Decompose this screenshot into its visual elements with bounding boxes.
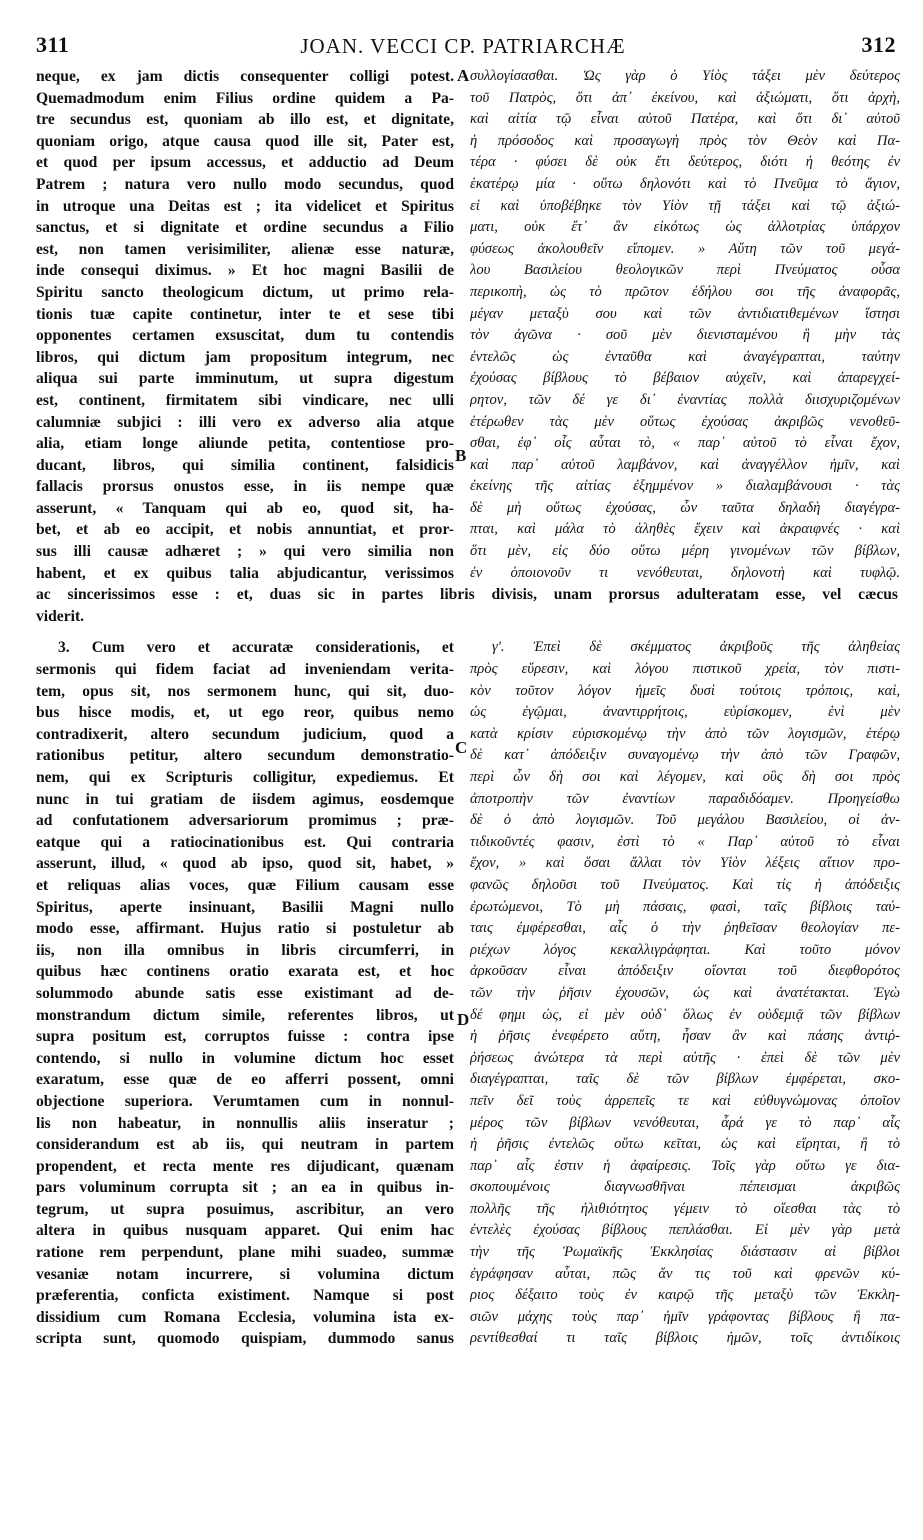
text-line: ἐν ὁποιονοῦν τι νενόθευται, δηλονοτὴ καὶ τυφλῷ. [470,564,900,581]
text-line: quibus hæc continens oratio exarata est, et hoc [36,963,454,981]
text-line: iis, non illa omnibus in libris circumferri, in [36,941,454,959]
text-line: ῥήσεως ἀνώτερα τὰ περὶ αὐτῆς · ἐπεὶ δὲ τῶν μὲν [470,1049,900,1066]
text-line: καὶ αἰτία τῷ εἶναι αὐτοῦ Πατέρα, καὶ ὅτι δι᾽ αὐτοῦ [470,111,900,128]
text-line: πρὸς εὕρεσιν, καὶ λόγου πιστικοῦ χρεία, τὸν πιστι- [470,661,900,678]
text-line: sermonis qui fidem faciat ad inveniendam verita- [36,661,454,679]
text-line: ρεντίθεσθαί τι ταῖς βίβλοις ἡμῶν, τοῖς ἀντιδίκοις [470,1330,900,1347]
text-line: ἔχον, » καὶ ὅσαι ἄλλαι τὸν Υἱὸν λέξεις αἴτιον προ- [470,855,900,872]
text-line: præferentia, conficta existiment. Namque si post [36,1287,454,1305]
text-line: τιδικοῦντές φασιν, ἐστὶ τὸ « Παρ᾽ αὐτοῦ τὸ εἶναι [470,833,900,850]
text-line: φύσεως ἀκολουθεῖν εἴπομεν. » Αὕτη τῶν τοῦ μεγά- [470,240,900,257]
text-line: ἑκατέρῳ μία · οὕτω δηλονότι καὶ τὸ Πνεῦμα τὸ ἅγιον, [470,175,900,192]
text-line: contradixerit, altero secundum judicium, quod a [36,725,454,743]
text-line: dissidium cum Romana Ecclesia, volumina ista ex- [36,1308,454,1326]
text-line: quoniam origo, atque causa quod ille sit, Pater est, [36,132,454,150]
text-line: et reliquas alias voces, quæ Filium causam esse [36,876,454,894]
text-line: πολλῆς τῆς ἠλιθιότητος γέμειν τὸ οἴεσθαι τὰς τὸ [470,1200,900,1217]
text-line: neque, ex jam dictis consequenter colligi potest. [36,68,454,85]
text-line: tem, opus sit, nos sermonem hunc, qui sit, duo- [36,682,454,700]
text-line: ρητον, τῶν δέ γε δι᾽ ἐναντίας πολλὰ διισχυριζομένων [470,391,900,408]
text-line: tegrum, ut supra posuimus, ascribitur, an vero [36,1200,454,1218]
text-line: sus illi causæ adhæret ; » qui vero similia non [36,543,454,561]
text-line: ἀποτροπὴν τῶν ἐναντίων παραδιδόαμεν. Προηγείσθω [470,790,900,807]
text-line: supra positum est, corruptos fuisse : contra ipse [36,1028,454,1046]
text-line: ἀρκοῦσαν εἶναι ἀπόδειξιν οἴονται τοῦ διεφθορότος [470,963,900,980]
text-line: ἡ πρόσοδος καὶ προσαγωγὴ πρὸς τὸν Θεὸν καὶ Πα- [470,132,900,149]
text-line: in utroque una Deitas est ; ita videlicet et Spiritus [36,197,454,215]
text-line: μέγαν μεταξὺ σου καὶ τῶν ἀντιδιατιθεμένων ἵστησι [470,305,900,322]
section-marker-b: B [455,446,467,465]
text-line: rationibus petitur, altero secundum demonstratio- [36,747,454,765]
text-line: λου Βασιλείου θεολογικῶν περὶ Πνεύματος οὖσα [470,262,900,279]
text-line: σιῶν μάχης τοὺς παρ᾽ ἡμῖν γράφοντας βίβλους ἢ πα- [470,1308,900,1325]
text-line: altera in quibus nusquam apparet. Qui enim hac [36,1222,454,1240]
text-line: propendent, et recta mente res dijudicant, quænam [36,1157,454,1175]
text-line: aliqua sui parte imminutum, ut supra digestum [36,370,454,388]
text-line: ratione rem perpendunt, plane mihi suadeo, summæ [36,1244,454,1262]
text-line: κατὰ κρίσιν εὑρισκομένῳ τὴν ἀπὸ τῶν λογισμῶν, ἑτέρῳ [470,725,900,742]
section-marker-c: C [455,738,468,757]
text-line: μέρος τῶν βίβλων νενόθευται, ἆρά γε τὸ παρ᾽ αἷς [470,1114,900,1131]
latin-paragraph-2 [36,637,454,1350]
text-line: ἐχούσας βίβλους τὸ βέβαιον αὐχεῖν, καὶ ἀπαρεγχεί- [470,370,900,387]
text-line: calumniæ subjici : illi vero ex adverso alia atque [36,413,454,431]
greek-paragraph-2 [470,637,900,1350]
text-line: δέ φημι ὡς, εἰ μὲν οὐδ᾽ ὅλως ἐν οὐδεμιᾷ τῶν βίβλων [470,1006,900,1023]
text-line: ἡ ῥῆσις ἐνεφέρετο αὕτη, ἦσαν ἂν καὶ πάσης ἀντιῤ- [470,1028,900,1045]
text-line: συλλογίσασθαι. Ὡς γὰρ ὁ Υἱὸς τάξει μὲν δεύτερος [470,68,900,84]
text-line: γʹ. Ἐπεὶ δὲ σκέμματος ἀκριβοῦς τῆς ἀληθείας [492,639,900,656]
spanning-line: ac sincerissimos esse : et, duas sic in partes libris divisis, unam prorsus adulteratam esse, vel cæcus [36,586,898,604]
text-line: exaratum, esse quæ de eo afferri possent, omni [36,1071,454,1089]
text-line: ματι, οὐκ ἔτ᾽ ἂν εἰκότως ὡς ἀλλοτρίας ὑπάρχον [470,219,900,236]
text-line: ἐντελὲς ἐχούσας βίβλους πεπλάσθαι. Εἰ μὲν γὰρ μετὰ [470,1222,900,1239]
text-line: Quemadmodum enim Filius ordine quidem a Pa- [36,89,454,107]
text-line: ἐγράφησαν αὗται, πῶς ἄν τις τοῦ καὶ φρενῶν κύ- [470,1265,900,1282]
text-line: contendo, si nullo in volumine dictum hoc esset [36,1049,454,1067]
text-line: 3. Cum vero et accuratæ considerationis, et [58,639,454,657]
text-line: vesaniæ notam incurrere, si volumina dictum [36,1265,454,1283]
text-line: eatque qui a ratiocinationibus est. Qui contraria [36,833,454,851]
text-line: τὸν ἀγῶνα · σοῦ μὲν διενισταμένου ἢ μὴν τὰς [470,327,900,344]
text-line: libros, qui dictum jam propositum integrum, nec [36,348,454,366]
text-line: καὶ παρ᾽ αὐτοῦ λαμβάνον, καὶ ἀναγγέλλον ἡμῖν, καὶ [470,456,900,473]
text-line: τέρα · φύσει δὲ οὐκ ἔτι δεύτερος, διότι ἡ θεότης ἐν [470,154,900,171]
text-line: δὲ κατ᾽ ἀπόδειξιν συναγομένῳ τὴν ἀπὸ τῶν Γραφῶν, [470,747,900,764]
text-line: περὶ ὧν δὴ σοι καὶ λέγομεν, καὶ οὓς δὴ σοι πρὸς [470,769,900,785]
text-line: nem, qui ex Scripturis colligitur, expediemus. Et [36,769,454,786]
page-header [30,32,896,58]
page-number-left: 311 [36,32,70,57]
text-line: εἰ καὶ ὑποβέβηκε τὸν Υἱὸν τῇ τάξει καὶ τῷ ἀξιώ- [470,197,900,214]
text-line: διαγέγραπται, ταῖς δὲ τῶν βίβλων ἐμφέρεται, σκο- [470,1071,900,1088]
text-line: πται, καὶ μάλα τὸ ἀληθὲς ἔχειν καὶ ἀκραιφνές · καὶ [470,521,900,538]
text-line: asserunt, « Tanquam qui ab eo, quod sit, ha- [36,499,454,517]
text-line: est, continent, firmitatem sibi vindicare, nec ulli [36,391,454,409]
text-line: ad confutationem adversariorum promimus ; præ- [36,812,454,830]
text-line: ducant, libros, qui similia continent, falsidicis [36,456,454,474]
text-line: bus hisce modis, et, ut ego reor, quibus nemo [36,704,454,722]
text-line: Patrem ; natura vero nullo modo secundus, quod [36,175,454,193]
text-line: ἡ ῥῆσις ἐντελῶς οὕτω κεῖται, ὡς καὶ εἴρηται, ἢ τὸ [470,1136,900,1153]
text-line: δὲ μὴ οὕτως ἐχούσας, ὧν ταῦτα δηλαδὴ διαγέγρα- [470,499,900,516]
text-line: ἐκείνης τῆς αἰτίας ἐξημμένον » διαλαμβάνουσι · τὰς [470,478,900,495]
text-line: tre secundus est, quoniam ab illo est, et dignitate, [36,111,454,129]
section-marker-d: D [457,1010,470,1029]
text-line: lis non habeatur, in nonnullis aliis inseratur ; [36,1114,454,1132]
text-line: pars voluminum corrupta sit ; an ea in quibus in- [36,1179,454,1197]
text-line: modo esse, affirmant. Hujus ratio si postuletur ab [36,920,454,938]
greek-paragraph-1 [470,66,900,584]
section-marker-a: A [457,66,470,85]
text-line: nunc in tui gratiam de iisdem agimus, eosdemque [36,790,454,808]
text-line: objectione superiora. Verumtamen cum in nonnul- [36,1092,454,1110]
text-line: φανῶς δηλοῦσι τοῦ Πνεύματος. Καὶ τίς ἡ ἀπόδειξις [470,876,900,893]
text-line: τὴν τῆς Ῥωμαϊκῆς Ἐκκλησίας διάστασιν αἱ βίβλοι [470,1244,900,1261]
page-number-right: 312 [861,32,896,57]
text-line: asserunt, illud, « quod ab ipso, quod sit, habet, » [36,855,454,873]
text-line: Spiritus, aperte insinuant, Basilii Magni nullo [36,898,454,916]
text-line: est, non tamen verisimiliter, alienæ esse naturæ, [36,240,454,258]
spanning-line-end: viderit. [36,607,85,625]
text-line: fallacis prorsus onustos esse, in iis nempe quæ [36,478,454,496]
text-line: solummodo abunde satis esse existimant ad de- [36,984,454,1002]
text-line: ταις ἐμφέρεσθαι, αἷς ὁ τὴν ῥηθεῖσαν θεολογίαν πε- [470,920,900,937]
text-line: sanctus, et si dignitate et ordine secundus a Filio [36,219,454,237]
greek-column [470,66,900,1350]
text-line: περικοπὴ, ὡς τὸ πρῶτον ἐδήλου σοι τῆς ἀναφορᾶς, [470,283,900,300]
text-line: τοῦ Πατρὸς, ὅτι ἀπ᾽ ἐκείνου, καὶ ἀξιώματι, ὅτι ἀρχὴ, [470,89,900,106]
text-line: ὡς ἐγῷμαι, ἀναντιρρήτοις, εὑρίσκομεν, ἑνὶ μὲν [470,704,900,721]
text-line: et quod per ipsum accessus, et adductio ad Deum [36,154,454,172]
text-line: κὸν τοῦτον λόγον ἡμεῖς δυσὶ τούτοις τρόποις, καὶ, [470,682,900,699]
text-line: ἑτέρωθεν τὰς μὲν οὕτως ἐχούσας ἀκριβῶς νενοθεῦ- [470,413,900,430]
text-line: opponentes certamen exsuscitat, dum tu contendis [36,327,454,345]
text-line: ριος δέξαιτο τοὺς ἐν καιρῷ τῆς μεταξὺ τῶν Ἐκκλη- [470,1287,900,1304]
text-line: ὅτι μὲν, εἰς δύο οὕτω μέρη γινομένων τῶν βίβλων, [470,543,900,560]
latin-paragraph-1 [36,66,454,584]
text-line: ριέχων λόγος κεκαλλιγράφηται. Καὶ τοῦτο μόνον [470,941,900,958]
text-line: σθαι, ἐφ᾽ οἷς αὗται τὸ, « παρ᾽ αὐτοῦ τὸ εἶναι ἔχον, [470,435,900,452]
text-line: bet, et ab eo accipit, et nobis annuntiat, et pror- [36,521,454,539]
text-line: scripta sunt, quomodo quispiam, dummodo sanus [36,1330,454,1348]
text-line: considerandum est ab iis, qui neutram in partem [36,1136,454,1154]
text-line: τῶν τὴν ῥῆσιν ἐχουσῶν, ὡς καὶ ἀνατέτακται. Ἐγὼ [470,984,900,1001]
text-line: πεῖν δεῖ τοὺς ἀρρεπεῖς τε καὶ εὐθυγνώμονας ὁποῖον [470,1092,900,1109]
text-line: alia, etiam longe aliunde petita, contentiose pro- [36,435,454,453]
running-title: JOAN. VECCI CP. PATRIARCHÆ [300,34,626,58]
text-line: σκοπουμένοις διαγνωσθῆναι πέπεισμαι ἀκριβῶς [470,1179,900,1196]
text-line: Spiritu sancto theologicum dictum, ut primo rela- [36,283,454,301]
text-line: ἐρωτώμενοι, Τὸ μὴ πάσαις, φασὶ, ταῖς βίβλοις ταύ- [470,898,900,915]
text-line: monstrandum dictum simile, referentes libros, ut [36,1006,454,1024]
text-line: inde consequi diximus. » Et hoc magni Basilii de [36,262,454,280]
text-line: habent, et ex quibus talia abjudicantur, verissimos [36,564,454,582]
text-line: παρ᾽ αἷς ἐστιν ἡ ἀφαίρεσις. Τοῖς γὰρ οὕτω γε δια- [470,1157,900,1174]
text-line: ἐντελῶς ὡς ἐνταῦθα καὶ ἀναγέγραπται, ταύτην [470,348,900,365]
text-line: δὲ ὁ ἀπὸ λογισμῶν. Τοῦ μεγάλου Βασιλείου, οἱ ἀν- [470,812,900,829]
text-line: tionis tuæ capite continetur, inter te et sese tibi [36,305,454,323]
